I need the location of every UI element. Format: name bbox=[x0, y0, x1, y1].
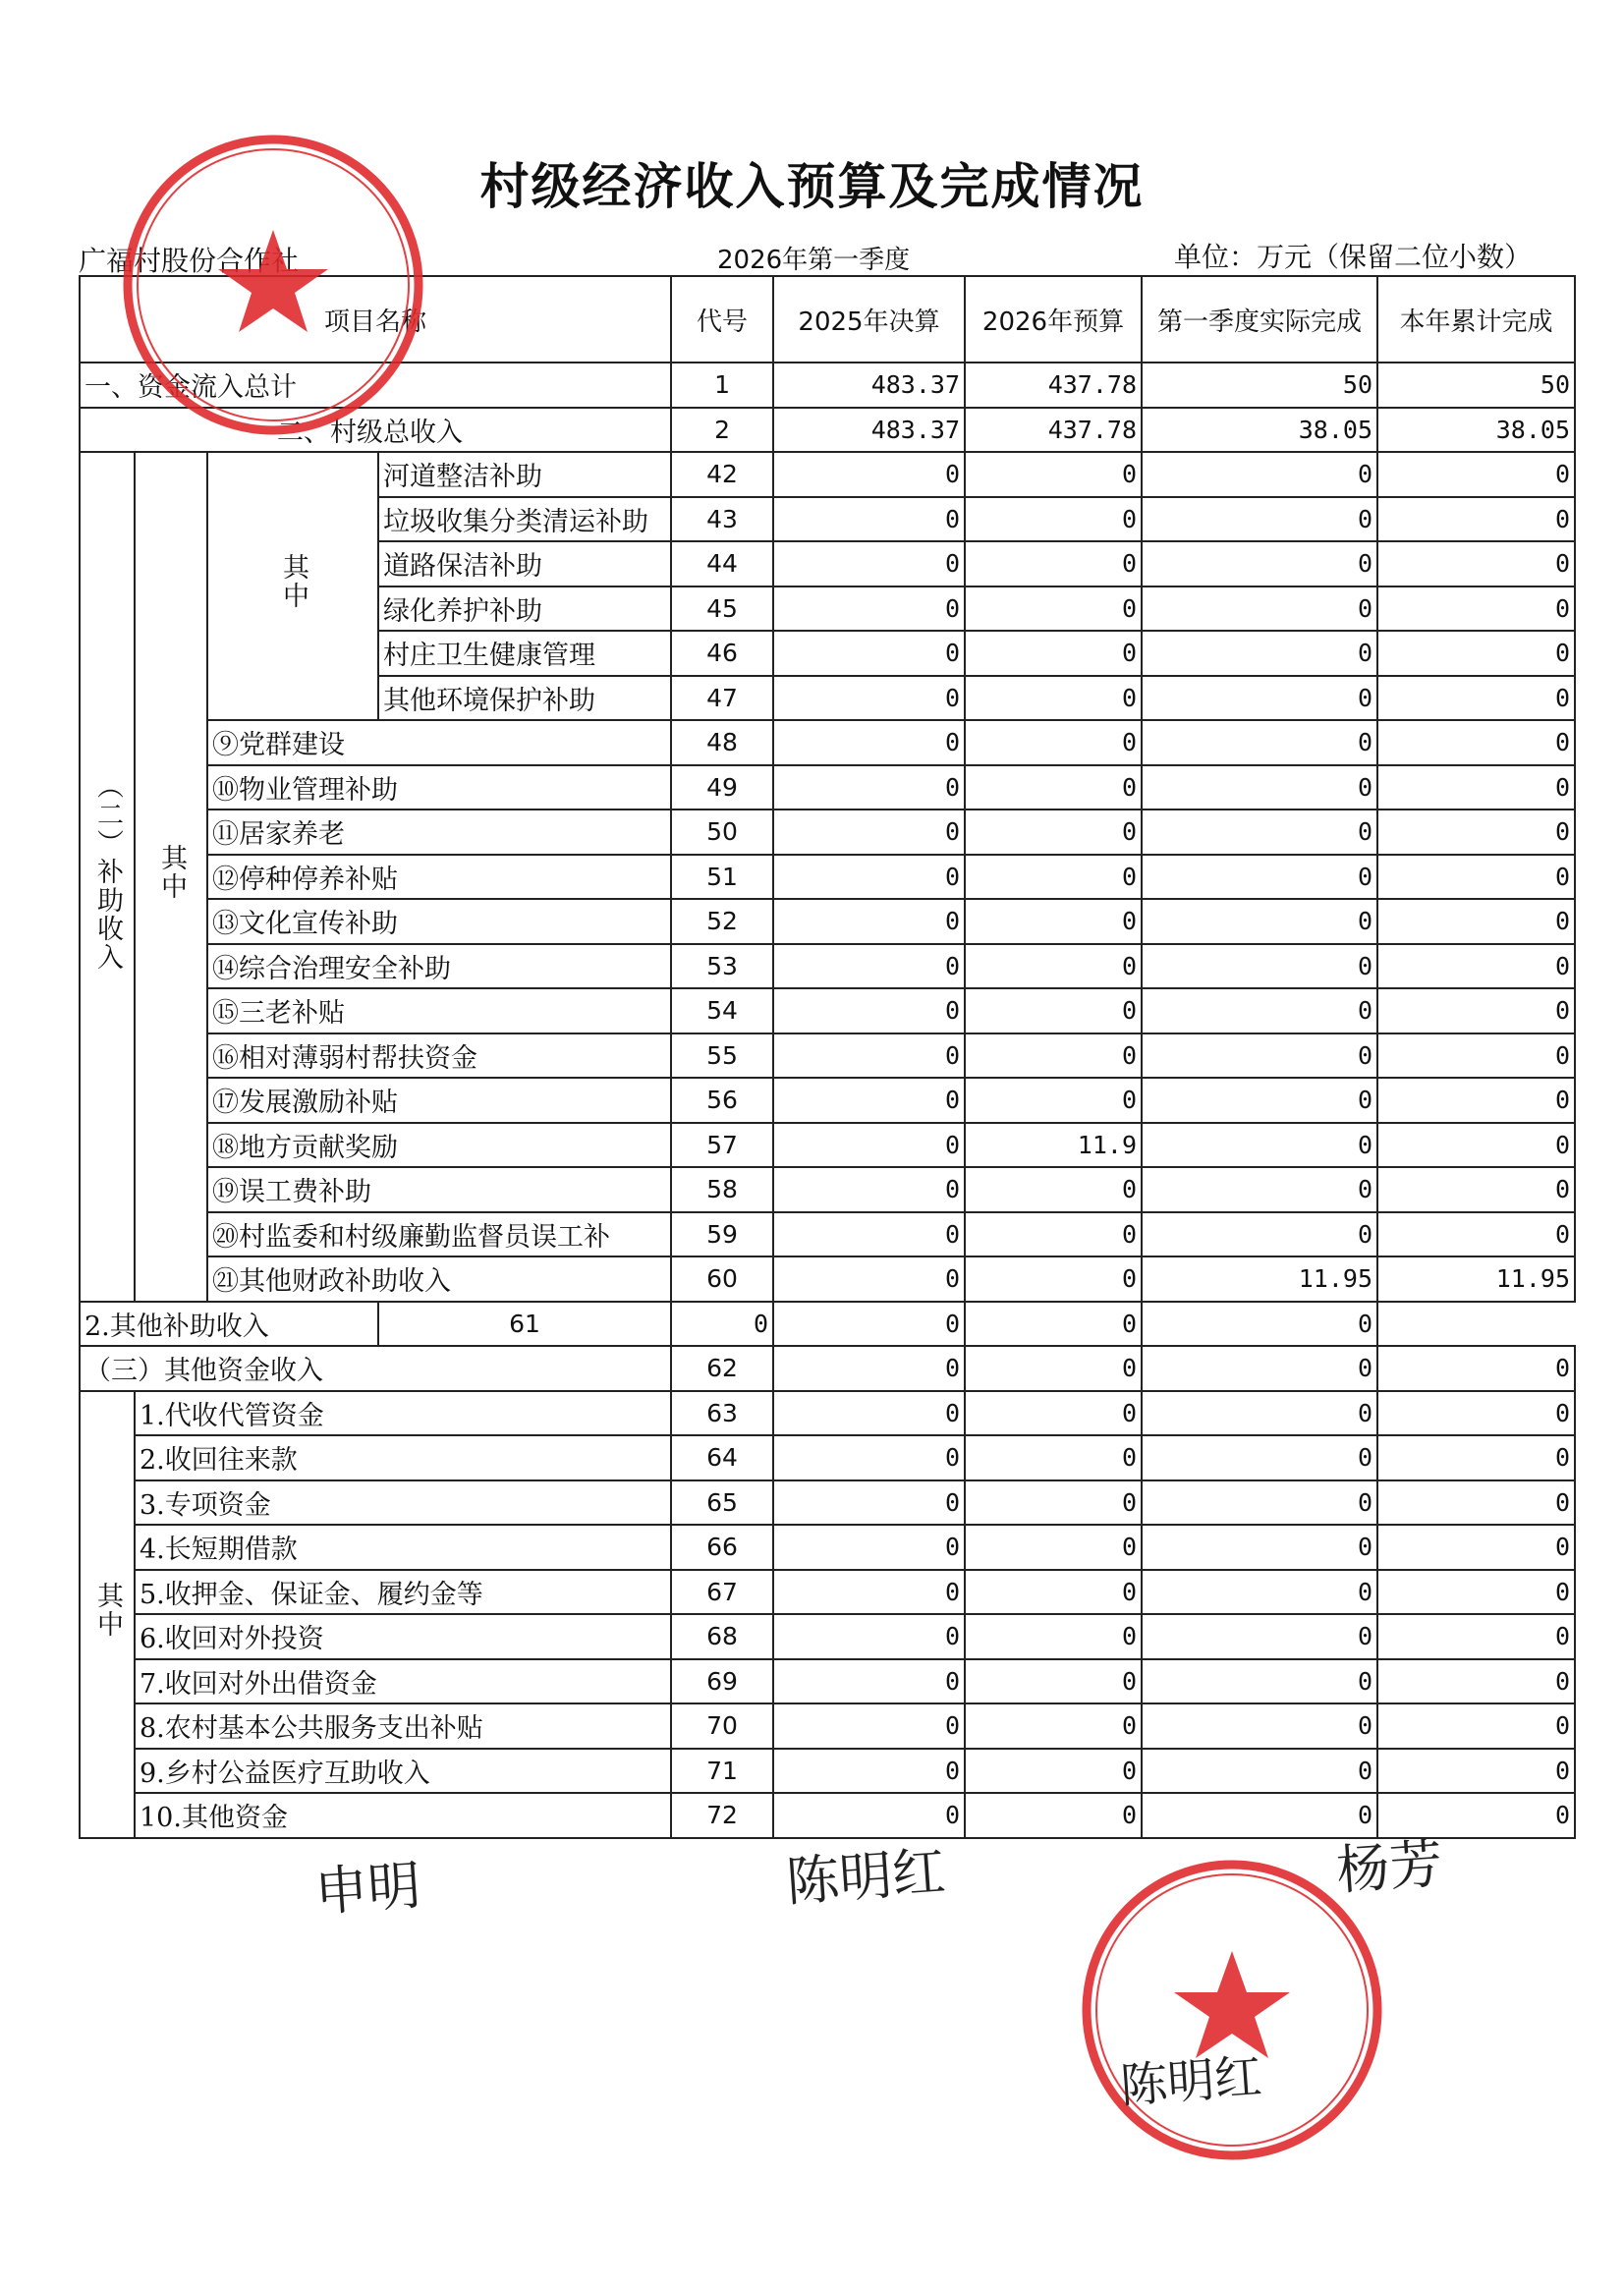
row-name: 5.收押金、保证金、履约金等 bbox=[135, 1570, 671, 1615]
row-q1: 0 bbox=[1142, 1480, 1377, 1526]
row-name: 4.长短期借款 bbox=[135, 1525, 671, 1570]
row-code: 57 bbox=[671, 1123, 773, 1168]
row-v2025: 0 bbox=[773, 1346, 965, 1391]
table-row bbox=[80, 1525, 1575, 1570]
row-name: （三）其他资金收入 bbox=[80, 1346, 671, 1391]
row-v2025: 0 bbox=[773, 1212, 965, 1257]
row-name: 2.收回往来款 bbox=[135, 1435, 671, 1480]
row-q1: 0 bbox=[1142, 810, 1377, 855]
row-code: 63 bbox=[671, 1391, 773, 1436]
row-q1: 11.95 bbox=[1142, 1256, 1377, 1302]
row-ytd: 50 bbox=[1377, 363, 1575, 408]
row-q1: 38.05 bbox=[1142, 408, 1377, 453]
row-name: ⑲误工费补助 bbox=[207, 1167, 671, 1212]
row-q1: 0 bbox=[1142, 1033, 1377, 1079]
row-code: 71 bbox=[671, 1749, 773, 1794]
table-row bbox=[80, 810, 1575, 855]
row-name: ㉑其他财政补助收入 bbox=[207, 1256, 671, 1302]
row-v2026: 0 bbox=[965, 497, 1142, 542]
row-name: ⑩物业管理补助 bbox=[207, 765, 671, 810]
row-code: 47 bbox=[671, 676, 773, 721]
row-code: 48 bbox=[671, 720, 773, 765]
row-q1: 0 bbox=[1142, 720, 1377, 765]
row-q1: 0 bbox=[1142, 1570, 1377, 1615]
row-v2026: 0 bbox=[965, 631, 1142, 676]
row-v2026: 0 bbox=[965, 1749, 1142, 1794]
row-code: 70 bbox=[671, 1703, 773, 1749]
subsidy-group-label: （二）补助收入 bbox=[80, 452, 135, 1302]
organization-name: 广福村股份合作社 bbox=[79, 245, 300, 277]
table-row bbox=[80, 855, 1575, 900]
row-v2025: 483.37 bbox=[773, 408, 965, 453]
row-code: 69 bbox=[671, 1659, 773, 1704]
row-ytd: 0 bbox=[1377, 1346, 1575, 1391]
row-v2025: 0 bbox=[773, 1525, 965, 1570]
row-ytd: 0 bbox=[1377, 497, 1575, 542]
row-v2025: 0 bbox=[773, 899, 965, 944]
row-ytd: 0 bbox=[1377, 1435, 1575, 1480]
row-code: 1 bbox=[671, 363, 773, 408]
row-v2025: 0 bbox=[773, 1659, 965, 1704]
table-row bbox=[80, 1435, 1575, 1480]
row-v2025: 0 bbox=[773, 541, 965, 586]
row-q1: 0 bbox=[965, 1302, 1142, 1347]
signature-3: 杨芳 bbox=[1334, 1832, 1445, 1902]
row-v2026: 0 bbox=[965, 1570, 1142, 1615]
row-v2026: 0 bbox=[965, 541, 1142, 586]
row-code: 67 bbox=[671, 1570, 773, 1615]
row-v2026: 0 bbox=[965, 1256, 1142, 1302]
other-qizhong-label: 其中 bbox=[80, 1391, 135, 1838]
income-report-table bbox=[79, 275, 1576, 1839]
row-v2025: 0 bbox=[773, 988, 965, 1033]
row-ytd: 0 bbox=[1377, 988, 1575, 1033]
row-name: 8.农村基本公共服务支出补贴 bbox=[135, 1703, 671, 1749]
row-name: ⑯相对薄弱村帮扶资金 bbox=[207, 1033, 671, 1079]
row-ytd: 0 bbox=[1377, 1703, 1575, 1749]
row-name: 村庄卫生健康管理 bbox=[378, 631, 671, 676]
table-row bbox=[80, 1033, 1575, 1079]
row-ytd: 11.95 bbox=[1377, 1256, 1575, 1302]
table-row bbox=[80, 1614, 1575, 1659]
stamp-star-icon bbox=[218, 230, 328, 332]
row-ytd: 0 bbox=[1377, 1033, 1575, 1079]
row-q1: 0 bbox=[1142, 1167, 1377, 1212]
row-v2026: 0 bbox=[965, 944, 1142, 989]
row-ytd: 0 bbox=[1377, 720, 1575, 765]
table-row bbox=[80, 1749, 1575, 1794]
row-v2026: 0 bbox=[965, 1167, 1142, 1212]
row-q1: 0 bbox=[1142, 988, 1377, 1033]
row-name: 其他环境保护补助 bbox=[378, 676, 671, 721]
row-code: 45 bbox=[671, 586, 773, 632]
row-v2025: 0 bbox=[773, 1614, 965, 1659]
row-name: 1.代收代管资金 bbox=[135, 1391, 671, 1436]
table-row bbox=[80, 944, 1575, 989]
row-v2026: 0 bbox=[965, 1033, 1142, 1079]
table-row bbox=[80, 1302, 1575, 1347]
row-name: 7.收回对外出借资金 bbox=[135, 1659, 671, 1704]
row-v2025: 0 bbox=[773, 1793, 965, 1838]
table-row bbox=[80, 1570, 1575, 1615]
table-row bbox=[80, 1167, 1575, 1212]
row-q1: 0 bbox=[1142, 765, 1377, 810]
row-ytd: 0 bbox=[1377, 1391, 1575, 1436]
row-name: 10.其他资金 bbox=[135, 1793, 671, 1838]
row-name: 垃圾收集分类清运补助 bbox=[378, 497, 671, 542]
row-code: 61 bbox=[378, 1302, 671, 1347]
row-name: ⑬文化宣传补助 bbox=[207, 899, 671, 944]
row-v2025: 0 bbox=[773, 1256, 965, 1302]
table-row bbox=[80, 1078, 1575, 1123]
row-v2025: 0 bbox=[773, 1570, 965, 1615]
row-ytd: 0 bbox=[1377, 1123, 1575, 1168]
row-code: 58 bbox=[671, 1167, 773, 1212]
row-v2026: 0 bbox=[965, 1525, 1142, 1570]
row-code: 56 bbox=[671, 1078, 773, 1123]
row-v2025: 0 bbox=[773, 1167, 965, 1212]
row-v2025: 0 bbox=[773, 452, 965, 497]
row-ytd: 0 bbox=[1377, 810, 1575, 855]
row-name: 一、资金流入总计 bbox=[80, 363, 671, 408]
row-v2026: 437.78 bbox=[965, 363, 1142, 408]
row-code: 42 bbox=[671, 452, 773, 497]
row-name: ⑭综合治理安全补助 bbox=[207, 944, 671, 989]
row-q1: 0 bbox=[1142, 1123, 1377, 1168]
row-q1: 0 bbox=[1142, 1659, 1377, 1704]
row-v2026: 0 bbox=[965, 1703, 1142, 1749]
row-code: 66 bbox=[671, 1525, 773, 1570]
row-ytd: 0 bbox=[1142, 1302, 1377, 1347]
row-v2025: 0 bbox=[773, 1703, 965, 1749]
row-q1: 0 bbox=[1142, 944, 1377, 989]
row-v2026: 0 bbox=[965, 1212, 1142, 1257]
row-ytd: 0 bbox=[1377, 586, 1575, 632]
row-name: ⑪居家养老 bbox=[207, 810, 671, 855]
row-v2025: 0 bbox=[773, 1435, 965, 1480]
table-row bbox=[80, 1123, 1575, 1168]
row-v2026: 0 bbox=[773, 1302, 965, 1347]
row-q1: 0 bbox=[1142, 1525, 1377, 1570]
row-v2026: 0 bbox=[965, 720, 1142, 765]
row-q1: 0 bbox=[1142, 899, 1377, 944]
table-row bbox=[80, 1212, 1575, 1257]
row-q1: 0 bbox=[1142, 1703, 1377, 1749]
table-row bbox=[80, 1346, 1575, 1391]
row-code: 46 bbox=[671, 631, 773, 676]
row-v2026: 0 bbox=[965, 899, 1142, 944]
row-ytd: 0 bbox=[1377, 631, 1575, 676]
row-ytd: 0 bbox=[1377, 855, 1575, 900]
row-v2026: 0 bbox=[965, 1435, 1142, 1480]
row-v2026: 0 bbox=[965, 1793, 1142, 1838]
table-row bbox=[80, 1480, 1575, 1526]
row-q1: 0 bbox=[1142, 1793, 1377, 1838]
row-code: 55 bbox=[671, 1033, 773, 1079]
row-v2026: 0 bbox=[965, 855, 1142, 900]
row-ytd: 0 bbox=[1377, 1749, 1575, 1794]
header-q1: 第一季度实际完成 bbox=[1142, 276, 1377, 363]
row-ytd: 0 bbox=[1377, 1525, 1575, 1570]
row-ytd: 0 bbox=[1377, 1167, 1575, 1212]
row-ytd: 0 bbox=[1377, 1659, 1575, 1704]
row-v2026: 0 bbox=[965, 586, 1142, 632]
row-code: 68 bbox=[671, 1614, 773, 1659]
row-ytd: 0 bbox=[1377, 1480, 1575, 1526]
table-row bbox=[80, 988, 1575, 1033]
row-v2025: 0 bbox=[773, 720, 965, 765]
row-v2026: 0 bbox=[965, 1480, 1142, 1526]
row-v2025: 0 bbox=[773, 855, 965, 900]
row-q1: 0 bbox=[1142, 1391, 1377, 1436]
row-name: 河道整洁补助 bbox=[378, 452, 671, 497]
top-red-stamp bbox=[120, 132, 426, 438]
row-q1: 0 bbox=[1142, 1435, 1377, 1480]
row-v2026: 11.9 bbox=[965, 1123, 1142, 1168]
row-v2025: 0 bbox=[773, 765, 965, 810]
signature-1: 申明 bbox=[312, 1854, 423, 1924]
row-q1: 0 bbox=[1142, 452, 1377, 497]
row-ytd: 0 bbox=[1377, 676, 1575, 721]
row-q1: 0 bbox=[1142, 497, 1377, 542]
row-name: ⑱地方贡献奖励 bbox=[207, 1123, 671, 1168]
header-name: 项目名称 bbox=[80, 276, 671, 363]
row-name: 9.乡村公益医疗互助收入 bbox=[135, 1749, 671, 1794]
row-v2025: 483.37 bbox=[773, 363, 965, 408]
row-q1: 0 bbox=[1142, 676, 1377, 721]
row-code: 53 bbox=[671, 944, 773, 989]
row-v2026: 0 bbox=[965, 1346, 1142, 1391]
row-v2026: 0 bbox=[965, 988, 1142, 1033]
row-v2025: 0 bbox=[773, 1391, 965, 1436]
row-code: 60 bbox=[671, 1256, 773, 1302]
row-ytd: 0 bbox=[1377, 1793, 1575, 1838]
row-ytd: 0 bbox=[1377, 899, 1575, 944]
row-v2026: 0 bbox=[965, 452, 1142, 497]
row-ytd: 0 bbox=[1377, 541, 1575, 586]
row-q1: 0 bbox=[1142, 541, 1377, 586]
row-v2025: 0 bbox=[773, 1078, 965, 1123]
header-code: 代号 bbox=[671, 276, 773, 363]
row-q1: 0 bbox=[1142, 1346, 1377, 1391]
header-2026: 2026年预算 bbox=[965, 276, 1142, 363]
row-v2026: 0 bbox=[965, 1391, 1142, 1436]
row-v2026: 0 bbox=[965, 1078, 1142, 1123]
row-v2025: 0 bbox=[773, 586, 965, 632]
row-ytd: 38.05 bbox=[1377, 408, 1575, 453]
table-row bbox=[80, 452, 1575, 497]
header-ytd: 本年累计完成 bbox=[1377, 276, 1575, 363]
row-v2026: 0 bbox=[965, 765, 1142, 810]
table-row bbox=[80, 765, 1575, 810]
row-q1: 0 bbox=[1142, 855, 1377, 900]
table-row bbox=[80, 720, 1575, 765]
table-row bbox=[80, 1256, 1575, 1302]
row-ytd: 0 bbox=[1377, 1212, 1575, 1257]
row-q1: 0 bbox=[1142, 1749, 1377, 1794]
row-v2025: 0 bbox=[773, 676, 965, 721]
table-row bbox=[80, 1391, 1575, 1436]
report-period: 2026年第一季度 bbox=[717, 246, 911, 275]
env-qizhong-label: 其中 bbox=[207, 452, 378, 720]
row-v2026: 0 bbox=[965, 1659, 1142, 1704]
row-code: 65 bbox=[671, 1480, 773, 1526]
row-name: ⑫停种停养补贴 bbox=[207, 855, 671, 900]
signature-2: 陈明红 bbox=[784, 1840, 948, 1914]
row-v2026: 0 bbox=[965, 676, 1142, 721]
row-v2026: 0 bbox=[965, 810, 1142, 855]
table-row bbox=[80, 1659, 1575, 1704]
row-code: 72 bbox=[671, 1793, 773, 1838]
row-v2025: 0 bbox=[773, 1123, 965, 1168]
row-code: 62 bbox=[671, 1346, 773, 1391]
row-v2025: 0 bbox=[773, 1749, 965, 1794]
row-ytd: 0 bbox=[1377, 765, 1575, 810]
row-code: 51 bbox=[671, 855, 773, 900]
unit-note: 单位：万元（保留二位小数） bbox=[1174, 241, 1533, 273]
row-name: ⑨党群建设 bbox=[207, 720, 671, 765]
row-code: 43 bbox=[671, 497, 773, 542]
row-ytd: 0 bbox=[1377, 452, 1575, 497]
row-q1: 0 bbox=[1142, 1212, 1377, 1257]
row-ytd: 0 bbox=[1377, 1614, 1575, 1659]
row-q1: 0 bbox=[1142, 1078, 1377, 1123]
row-code: 64 bbox=[671, 1435, 773, 1480]
row-code: 54 bbox=[671, 988, 773, 1033]
row-name: 3.专项资金 bbox=[135, 1480, 671, 1526]
row-code: 59 bbox=[671, 1212, 773, 1257]
row-q1: 0 bbox=[1142, 631, 1377, 676]
row-name: 2.其他补助收入 bbox=[80, 1302, 378, 1347]
row-v2026: 0 bbox=[965, 1614, 1142, 1659]
row-v2025: 0 bbox=[773, 1480, 965, 1526]
row-code: 49 bbox=[671, 765, 773, 810]
row-name: 绿化养护补助 bbox=[378, 586, 671, 632]
row-name: ⑰发展激励补贴 bbox=[207, 1078, 671, 1123]
row-name: 道路保洁补助 bbox=[378, 541, 671, 586]
row-q1: 0 bbox=[1142, 586, 1377, 632]
row-name: 二、村级总收入 bbox=[80, 408, 671, 453]
row-code: 52 bbox=[671, 899, 773, 944]
row-v2025: 0 bbox=[773, 944, 965, 989]
row-name: ⑳村监委和村级廉勤监督员误工补 bbox=[207, 1212, 671, 1257]
row-v2025: 0 bbox=[773, 497, 965, 542]
row-ytd: 0 bbox=[1377, 944, 1575, 989]
row-name: ⑮三老补贴 bbox=[207, 988, 671, 1033]
row-v2026: 437.78 bbox=[965, 408, 1142, 453]
row-q1: 0 bbox=[1142, 1614, 1377, 1659]
row-code: 44 bbox=[671, 541, 773, 586]
row-q1: 50 bbox=[1142, 363, 1377, 408]
row-ytd: 0 bbox=[1377, 1570, 1575, 1615]
header-2025: 2025年决算 bbox=[773, 276, 965, 363]
row-v2025: 0 bbox=[773, 810, 965, 855]
row-code: 50 bbox=[671, 810, 773, 855]
row-v2025: 0 bbox=[671, 1302, 773, 1347]
row-v2025: 0 bbox=[773, 1033, 965, 1079]
table-row bbox=[80, 899, 1575, 944]
row-ytd: 0 bbox=[1377, 1078, 1575, 1123]
row-v2025: 0 bbox=[773, 631, 965, 676]
row-name: 6.收回对外投资 bbox=[135, 1614, 671, 1659]
page-title: 村级经济收入预算及完成情况 bbox=[479, 158, 1145, 215]
signature-4: 陈明红 bbox=[1118, 2049, 1264, 2114]
table-row bbox=[80, 1703, 1575, 1749]
row-code: 2 bbox=[671, 408, 773, 453]
subsidy-qizhong-label: 其中 bbox=[135, 452, 207, 1302]
